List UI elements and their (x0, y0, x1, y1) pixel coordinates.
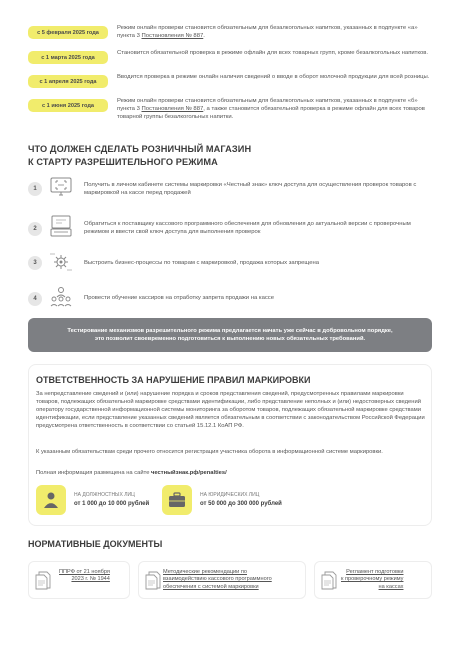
cash-register-icon (48, 213, 74, 239)
steps-list (28, 172, 432, 318)
doc-card[interactable] (28, 561, 130, 599)
scan-monitor-icon (48, 174, 74, 200)
timeline-text: Режим онлайн проверки становится обязательным для безалкогольных напитков, указанных в подпункте «б» пункта 3 Постановления № 887, а также становится обязательной проверка в режиме офлайн для всех товаров товарной группы безалкогольных напитки. (117, 98, 425, 120)
timeline-row (28, 24, 432, 40)
link-postanovlenie[interactable]: Постановления № 887 (141, 33, 204, 39)
step-text: Получить в личном кабинете системы маркировки «Честный знак» ключ доступа для осуществления проверок товаров с маркировкой на кассе перед продажей (84, 182, 417, 196)
timeline-date: с 1 апреля 2025 года (28, 75, 108, 88)
document-icon (321, 570, 337, 590)
person-icon (36, 485, 66, 515)
fine-label: НА ДОЛЖНОСТНЫХ ЛИЦ (74, 492, 135, 498)
timeline-date: с 1 марта 2025 года (28, 51, 108, 64)
timeline-text: Вводится проверка в режиме онлайн наличия сведений о вводе в оборот молочной продукции для всей розницы. (117, 74, 430, 80)
doc-link[interactable]: Регламент подготовки к проверочному режиму на кассах (341, 569, 404, 590)
responsibility-source: Полная информация размещена на сайте честныйзнак.рф/penalties/ (36, 470, 227, 476)
timeline-text: Становится обязательной проверка в режиме офлайн для всех товарных групп, кроме безалкогольных напитков. (117, 50, 429, 56)
timeline-date: с 1 июня 2025 года (28, 99, 108, 112)
doc-card[interactable] (314, 561, 432, 599)
timeline-row (28, 97, 432, 121)
step-item (28, 172, 432, 210)
step-item (28, 210, 432, 248)
step-text: Выстроить бизнес-процессы по товарам с маркировкой, продажа которых запрещена (84, 260, 320, 266)
training-icon (48, 284, 74, 310)
step-item (28, 282, 432, 318)
document-icon (145, 570, 161, 590)
timeline (28, 24, 432, 130)
section-title: ЧТО ДОЛЖЕН СДЕЛАТЬ РОЗНИЧНЫЙ МАГАЗИН К СТАРТУ РАЗРЕШИТЕЛЬНОГО РЕЖИМА (28, 144, 252, 167)
timeline-row (28, 73, 432, 88)
step-number: 1 (28, 182, 42, 196)
link-postanovlenie[interactable]: Постановления № 887 (141, 106, 204, 112)
briefcase-icon (162, 485, 192, 515)
docs-list (28, 561, 432, 599)
fine-label: НА ЮРИДИЧЕСКИХ ЛИЦ (200, 492, 260, 498)
doc-link[interactable]: Методические рекомендации по взаимодействию кассового программного обеспечения с системой маркировки (163, 569, 272, 590)
docs-title: НОРМАТИВНЫЕ ДОКУМЕНТЫ (28, 539, 163, 549)
responsibility-paragraph: К указанным обязательствам среди прочего относится регистрация участника оборота в информационной системе маркировки. (36, 449, 383, 455)
fine-value: от 1 000 до 10 000 рублей (74, 501, 150, 507)
step-number: 3 (28, 256, 42, 270)
step-item (28, 248, 432, 282)
step-number: 2 (28, 222, 42, 236)
doc-link[interactable]: ППРФ от 21 ноября 2023 г. № 1944 (59, 569, 110, 583)
responsibility-card (28, 364, 432, 526)
step-text: Обратиться к поставщику кассового программного обеспечения для обновления до актуальной версии с проверочным режимом и ввести свой ключ доступа для выполнения проверок (84, 221, 411, 235)
responsibility-title: ОТВЕТСТВЕННОСТЬ ЗА НАРУШЕНИЕ ПРАВИЛ МАРКИРОВКИ (36, 375, 311, 385)
document-icon (35, 570, 51, 590)
timeline-text: Режим онлайн проверки становится обязательным для безалкогольных напитков, указанных в подпункте «а» пункта 3 Постановления № 887. (117, 25, 418, 39)
timeline-row (28, 49, 432, 64)
gears-process-icon (48, 249, 74, 275)
step-number: 4 (28, 292, 42, 306)
fine-value: от 50 000 до 300 000 рублей (200, 501, 282, 507)
timeline-date: с 5 февраля 2025 года (28, 26, 108, 39)
responsibility-paragraph: За непредставление сведений и (или) нарушение порядка и сроков представления сведений, предусмотренных правилами маркировки товаров, подлежащих обязательной маркировке средствами идентификации, либо представление неполных и (или) недостоверных сведений оператору государственной информационной системы мониторинга за оборотом товаров, подлежащих обязательной маркировке средствами идентификации, если представление указанных сведений является обязательным в соответствии с законодательством Российской Федерации предусмотрена ответственность в соответствии со статьей 15.12.1 КоАП РФ. (36, 391, 425, 429)
penalties-link[interactable]: честныйзнак.рф/penalties/ (151, 470, 227, 476)
step-text: Провести обучение кассиров на отработку запрета продажи на кассе (84, 295, 275, 301)
doc-card[interactable] (138, 561, 306, 599)
info-banner: Тестирование механизмов разрешительного режима предлагается начать уже сейчас в добровольном порядке, это позволит своевременно подготовиться к выполнению новых обязательных требований. (28, 318, 432, 352)
